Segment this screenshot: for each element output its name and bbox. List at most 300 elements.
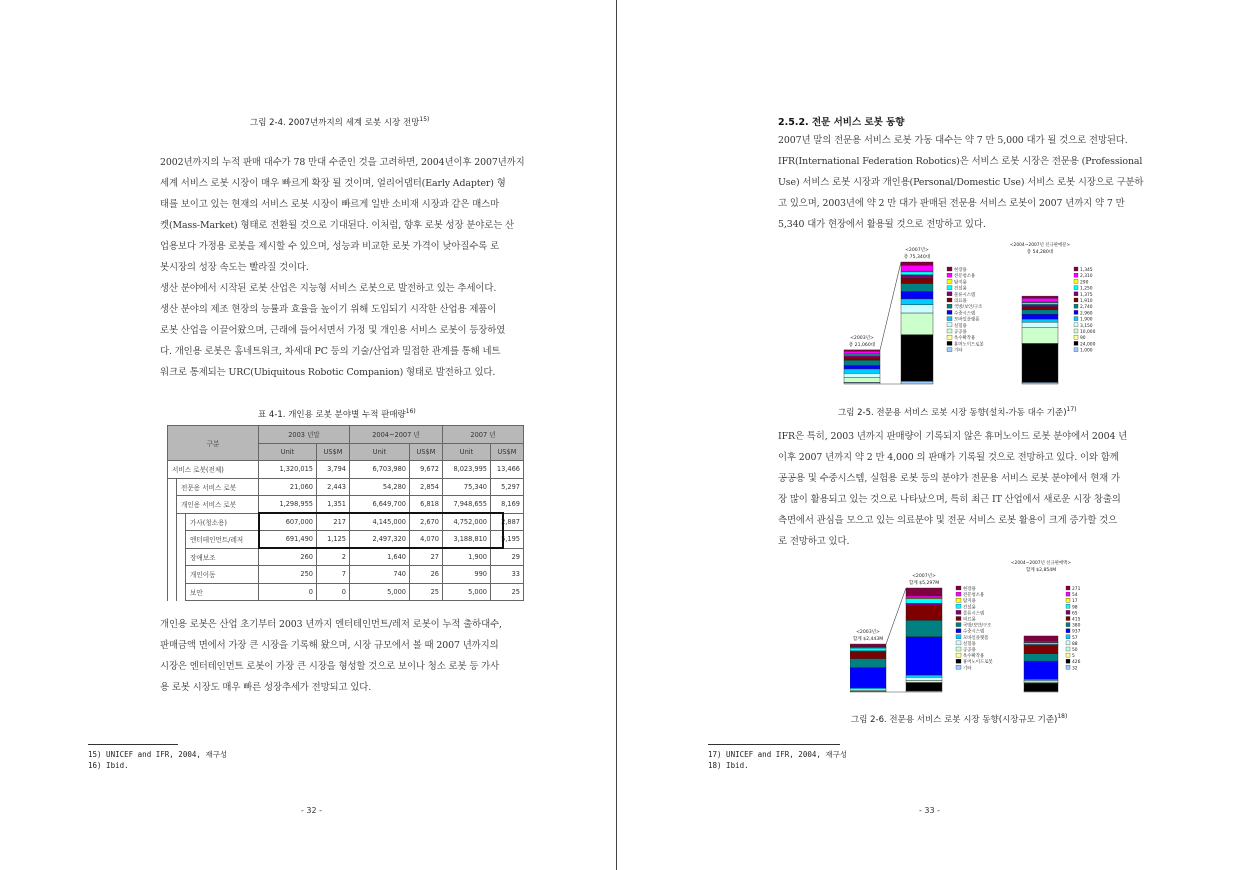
table-row (168, 548, 524, 566)
category-label: <2004~2007년 신규판매분> (1009, 243, 1071, 248)
bar-segment-2007 (906, 588, 942, 596)
body-paragraph-1 (160, 152, 525, 383)
bar-segment-2007 (901, 305, 933, 313)
bar-segment-2003 (844, 360, 880, 365)
legend-swatch (956, 604, 961, 608)
table-cell: 1,351 (317, 496, 350, 514)
legend-entry: 현장용 (963, 587, 976, 592)
total-label: 합계 $5,297M (908, 581, 940, 586)
table-cell: 4,752,000 (443, 513, 491, 531)
footnote-ref: 18) (1057, 713, 1068, 721)
table-cell: 33 (491, 566, 524, 584)
table-corner-header: 구분 (168, 426, 259, 461)
value-swatch (1066, 659, 1070, 663)
table-cell: 691,490 (259, 531, 317, 549)
row-label: 가사(청소용) (186, 513, 259, 531)
figure-caption-text: 그림 2-4. 2007년까지의 세계 로봇 시장 전망 (250, 118, 420, 128)
series-value-label: 57 (1072, 635, 1078, 641)
legend-entry: 건설용 (954, 286, 967, 292)
series-value-label: 32 (1072, 666, 1078, 672)
category-label: <2003년> (850, 335, 874, 341)
series-value-label: 290 (1080, 280, 1089, 286)
bar-segment-new (1022, 322, 1058, 327)
unit-header: Unit (259, 443, 317, 461)
text-line: 개인용 로봇은 산업 초기부터 2003 년까지 엔터테인먼트/레저 로봇이 누적 출하대수, (160, 619, 502, 630)
bar-segment-2007 (906, 599, 942, 604)
category-label: <2007년> (912, 574, 936, 579)
table-cell: 2,497,320 (350, 531, 410, 549)
legend-swatch (956, 641, 961, 645)
footnote: 16) Ibid. (88, 761, 129, 770)
body-paragraph-2 (778, 426, 1127, 552)
bar-segment-2003 (844, 369, 880, 373)
text-line: 판매금액 면에서 가장 큰 시장을 기록해 왔으며, 시장 규모에서 볼 때 2007 년까지의 (160, 640, 499, 651)
table-row (168, 566, 524, 584)
value-swatch (1074, 335, 1078, 339)
table-cell: 4,070 (410, 531, 443, 549)
text-line: 2007년 말의 전문용 서비스 로봇 가동 대수는 약 7 만 5,000 대가 될 것으로 전망된다. (778, 135, 1128, 146)
total-label: 총 21,060대 (848, 342, 876, 348)
bar-segment-2003 (844, 373, 880, 377)
series-value-label: 415 (1072, 617, 1081, 623)
legend-swatch (956, 629, 961, 633)
table-cell: 0 (317, 583, 350, 601)
legend-swatch (956, 598, 961, 602)
legend-swatch (947, 329, 952, 333)
series-value-label: 271 (1072, 587, 1081, 592)
text-line: 로봇 산업을 이끌어왔으며, 근래에 들어서면서 가정 및 개인용 서비스 로봇이 등장하였 (160, 325, 506, 336)
table-cell: 6,703,980 (350, 461, 410, 479)
bar-segment-new (1022, 310, 1058, 314)
page-number: - 33 - (919, 806, 941, 815)
footnote: 18) Ibid. (708, 761, 749, 770)
unit-header: US$M (491, 443, 524, 461)
bar-segment-2003 (850, 644, 886, 647)
legend-entry: 공공용 (963, 648, 976, 653)
legend-entry: 옥수확작용 (954, 336, 976, 342)
bar-segment-new (1022, 327, 1058, 343)
value-swatch (1066, 598, 1070, 602)
bar-segment-new (1024, 636, 1058, 641)
series-value-label: 1,345 (1080, 268, 1093, 273)
series-value-label: 1,250 (1080, 286, 1093, 292)
table-cell: 7 (317, 566, 350, 584)
section-heading: 2.5.2. 전문 서비스 로봇 동향 (778, 117, 905, 128)
legend-entry: 수중시스템 (954, 311, 976, 317)
legend-entry: 건설용 (963, 605, 976, 611)
legend-swatch (956, 659, 961, 663)
series-value-label: 1,910 (1080, 299, 1093, 304)
table-cell: 21,060 (259, 478, 317, 496)
year-header: 2007 년 (443, 426, 524, 444)
indent-gutter (177, 583, 186, 601)
bar-segment-new (1022, 382, 1058, 384)
text-line: IFR(International Federation Robotics)은 서비스 로봇 시장은 전문용 (Professional (778, 156, 1143, 167)
table-row (168, 478, 524, 496)
text-line: 업용보다 가정용 로봇을 제시할 수 있으며, 성능과 비교한 로봇 가격이 낮아질수록 로 (160, 241, 500, 252)
table-4-1-caption (258, 408, 416, 420)
legend-entry: 전문청소용 (954, 274, 976, 280)
table-cell: 0 (259, 583, 317, 601)
value-swatch (1074, 304, 1078, 308)
legend-swatch (956, 610, 961, 614)
legend-entry: 의료용 (954, 299, 967, 304)
bar-segment-new (1024, 661, 1058, 679)
figure-caption-text: 그림 2-5. 전문용 서비스 로봇 시장 동향(설치-가동 대수 기준) (838, 408, 1067, 418)
text-line: 태를 보이고 있는 현재의 서비스 로봇 시장이 빠르게 일반 소비재 시장과 같은 매스마 (160, 199, 500, 210)
page-33 (617, 0, 1234, 870)
year-header: 2003 년말 (259, 426, 350, 444)
legend-entry: 휴머노이드로봇 (963, 660, 993, 666)
bar-segment-2003 (844, 356, 880, 358)
table-cell: 4,145,000 (350, 513, 410, 531)
value-swatch (1066, 635, 1070, 639)
table-cell: 2,887 (491, 513, 524, 531)
value-swatch (1074, 273, 1078, 277)
value-swatch (1074, 286, 1078, 290)
series-value-label: 50 (1072, 648, 1078, 653)
series-value-label: 2,960 (1080, 311, 1093, 317)
indent-gutter (177, 513, 186, 531)
footnotes (708, 749, 847, 771)
table-row (168, 531, 524, 549)
table-cell: 990 (443, 566, 491, 584)
table-cell: 1,125 (317, 531, 350, 549)
indent-gutter (168, 496, 177, 514)
bar-segment-2003 (850, 648, 886, 651)
bar-segment-2003 (844, 378, 880, 383)
bar-segment-2007 (906, 683, 942, 691)
legend-swatch (947, 298, 952, 302)
bar-segment-2003 (844, 357, 880, 360)
bar-segment-2003 (844, 382, 880, 384)
value-swatch (1066, 647, 1070, 651)
indent-gutter (168, 583, 177, 601)
category-label: <2004~2007년 신규판매액> (1010, 561, 1072, 566)
value-swatch (1066, 617, 1070, 621)
total-label: 합계 $2,854M (1025, 568, 1057, 573)
table-cell: 2,670 (410, 513, 443, 531)
footnote-ref: 17) (1066, 406, 1077, 414)
text-line: 측면에서 관심을 모으고 있는 의료분야 및 전문 서비스 로봇 활용이 크게 증가할 것으 (778, 515, 1118, 526)
text-line: 켓(Mass-Market) 형태로 전환될 것으로 기대된다. 이처럼, 향후 로봇 성장 분야로는 산 (160, 220, 514, 231)
row-label: 개인이동 (186, 566, 259, 584)
body-paragraph-1 (778, 130, 1143, 235)
legend-entry: 전문청소용 (963, 593, 985, 599)
bar-segment-new (1022, 296, 1058, 298)
bar-segment-2007 (901, 291, 933, 298)
bar-segment-2007 (901, 275, 933, 278)
indent-gutter (168, 531, 177, 549)
bar-segment-2003 (844, 351, 880, 354)
table-cell: 2,854 (410, 478, 443, 496)
bar-segment-2007 (906, 603, 942, 605)
table-row (168, 583, 524, 601)
text-line: 생산 분야의 제조 현장의 능률과 효율을 높이기 위해 도입되기 시작한 산업용 제품이 (160, 304, 497, 315)
legend-entry: 탐지용 (963, 599, 976, 605)
footnote: 17) UNICEF and IFR, 2004, 재구성 (708, 750, 848, 759)
value-swatch (1066, 604, 1070, 608)
page-32 (0, 0, 616, 870)
bar-segment-2003 (850, 659, 886, 668)
legend-entry: 의료용 (963, 617, 976, 623)
table-cell: 8,169 (491, 496, 524, 514)
figure-2-6-chart (850, 559, 1140, 697)
table-cell: 27 (410, 548, 443, 566)
text-line: 시장은 엔터테인먼트 로봇이 가장 큰 시장을 형성할 것으로 보이나 청소 로봇 등 가사 (160, 661, 500, 672)
connector-line (880, 262, 901, 350)
series-value-label: 426 (1072, 660, 1081, 666)
page-number: - 32 - (301, 806, 323, 815)
unit-header: US$M (317, 443, 350, 461)
table-cell: 2,443 (317, 478, 350, 496)
sales-table (167, 425, 524, 601)
bar-segment-2007 (906, 596, 942, 598)
value-swatch (1066, 592, 1070, 596)
value-swatch (1074, 317, 1078, 321)
table-cell: 250 (259, 566, 317, 584)
series-value-label: 5 (1072, 654, 1075, 660)
table-cell: 2 (317, 548, 350, 566)
bar-segment-new (1022, 344, 1058, 383)
series-value-label: 98 (1072, 605, 1078, 611)
series-value-label: 937 (1072, 629, 1081, 635)
legend-entry: 휴머노이드로봇 (954, 342, 984, 348)
row-label: 개인용 서비스 로봇 (177, 496, 259, 514)
bar-segment-2007 (901, 278, 933, 283)
legend-entry: 모바일플랫폼 (954, 317, 980, 323)
indent-gutter (168, 548, 177, 566)
footnote-rule (708, 744, 840, 745)
indent-gutter (168, 478, 177, 496)
legend-swatch (956, 647, 961, 651)
value-swatch (1074, 329, 1078, 333)
value-swatch (1074, 279, 1078, 283)
bar-segment-new (1024, 646, 1058, 654)
text-line: 고 있으며, 2003년에 약 2 만 대가 판매된 전문용 서비스 로봇이 2007 년까지 약 7 만 (778, 198, 1125, 209)
legend-swatch (947, 304, 952, 308)
footnotes (88, 749, 227, 771)
legend-swatch (947, 273, 952, 277)
table-cell: 6,649,700 (350, 496, 410, 514)
row-label: 장애보조 (186, 548, 259, 566)
indent-gutter (177, 531, 186, 549)
indent-gutter (177, 548, 186, 566)
series-value-label: 1,900 (1080, 317, 1093, 323)
text-line: 워크로 통제되는 URC(Ubiquitous Robotic Companion) 형태로 발전하고 있다. (160, 367, 496, 378)
table-cell: 1,900 (443, 548, 491, 566)
value-swatch (1066, 610, 1070, 614)
table-cell: 13,466 (491, 461, 524, 479)
series-value-label: 2,740 (1080, 305, 1093, 311)
bar-segment-2007 (901, 313, 933, 335)
text-line: 용 로봇 시장도 매우 빠른 성장추세가 전망되고 있다. (160, 682, 372, 693)
legend-entry: 물류시스템 (954, 292, 976, 298)
legend-entry: 현장용 (954, 268, 967, 273)
table-row (168, 496, 524, 514)
series-value-label: 54 (1072, 593, 1078, 599)
table-cell: 6,818 (410, 496, 443, 514)
bar-segment-2003 (844, 350, 880, 351)
legend-swatch (947, 323, 952, 327)
table-cell: 25 (491, 583, 524, 601)
legend-entry: 물류시스템 (963, 611, 985, 617)
bar-segment-2007 (906, 606, 942, 621)
series-value-label: 1,000 (1080, 348, 1093, 354)
legend-entry: 기타 (954, 348, 963, 354)
figure-2-4-caption (250, 116, 429, 128)
legend-entry: 기타 (963, 666, 972, 672)
text-line: 생산 분야에서 시작된 로봇 산업은 지능형 서비스 로봇으로 발전하고 있는 추세이다. (160, 283, 497, 294)
bar-segment-2003 (850, 652, 886, 659)
table-cell: 75,340 (443, 478, 491, 496)
table-cell: 607,000 (259, 513, 317, 531)
bar-segment-new (1022, 307, 1058, 310)
footnote-ref: 16) (405, 408, 416, 416)
legend-swatch (956, 635, 961, 639)
bar-segment-2007 (901, 265, 933, 271)
text-line: 이후 2007 년까지 약 2 만 4,000 의 판매가 기록될 것으로 전망하고 있다. 이와 함께 (778, 452, 1119, 463)
bar-segment-2003 (850, 668, 886, 688)
text-line: 2002년까지의 누적 판매 대수가 78 만대 수준인 것을 고려하면, 2004년이후 2007년까지 (160, 157, 525, 168)
table-cell: 740 (350, 566, 410, 584)
bar-segment-new (1022, 314, 1058, 319)
bar-segment-2007 (901, 381, 933, 384)
connector-line (886, 588, 906, 644)
row-label: 엔터테인먼트/레저 (186, 531, 259, 549)
figure-2-5-caption (838, 406, 1077, 418)
table-caption-text: 표 4-1. 개인용 로봇 분야별 누적 판매량 (258, 410, 406, 420)
text-line: 로 전망하고 있다. (778, 536, 850, 547)
bar-segment-new (1024, 680, 1058, 682)
value-swatch (1066, 623, 1070, 627)
table-cell: 3,188,810 (443, 531, 491, 549)
footnote: 15) UNICEF and IFR, 2004, 재구성 (88, 750, 228, 759)
series-value-label: 3,150 (1080, 323, 1093, 329)
table-cell: 5,297 (491, 478, 524, 496)
table-cell: 54,280 (350, 478, 410, 496)
category-label: <2007년> (905, 248, 929, 253)
text-line: 공공용 및 수중시스템, 실험용 로봇 등의 분야가 전문용 서비스 로봇 분야에서 현재 가 (778, 473, 1120, 484)
text-line: 세계 서비스 로봇 시장이 매우 빠르게 확장 될 것이며, 얼리어댑터(Early Adapter) 형 (160, 178, 506, 189)
legend-swatch (947, 317, 952, 321)
row-label: 서비스 로봇(전체) (168, 461, 259, 479)
body-paragraph-2 (160, 614, 502, 698)
legend-swatch (947, 341, 952, 345)
series-value-label: 1,375 (1080, 292, 1093, 298)
value-swatch (1066, 641, 1070, 645)
category-label: <2003년> (856, 630, 880, 636)
legend-swatch (947, 286, 952, 290)
text-line: 봇시장의 성장 속도는 빨라질 것이다. (160, 262, 309, 273)
bar-segment-2007 (901, 283, 933, 291)
value-swatch (1074, 323, 1078, 327)
row-label: 전문용 서비스 로봇 (177, 478, 259, 496)
value-swatch (1074, 292, 1078, 296)
table-cell: 9,672 (410, 461, 443, 479)
series-value-label: 2,310 (1080, 274, 1093, 280)
table-cell: 5,000 (443, 583, 491, 601)
text-line: 장 많이 활용되고 있는 것으로 나타났으며, 특히 최근 IT 산업에서 새로운 시장 창출의 (778, 494, 1121, 505)
legend-swatch (947, 310, 952, 314)
unit-header: US$M (410, 443, 443, 461)
text-line: 5,340 대가 현장에서 활용될 것으로 전망하고 있다. (778, 219, 986, 230)
total-label: 총 75,340대 (903, 255, 931, 260)
sales-table-wrap (167, 425, 524, 601)
bar-segment-2003 (850, 689, 886, 691)
table-cell: 260 (259, 548, 317, 566)
legend-swatch (956, 665, 961, 669)
unit-header: Unit (350, 443, 410, 461)
value-swatch (1066, 586, 1070, 590)
text-line: Use) 서비스 로봇 시장과 개인용(Personal/Domestic Use) 서비스 로봇 시장으로 구분하 (778, 177, 1144, 188)
bar-segment-2003 (844, 365, 880, 368)
legend-entry: 탐지용 (954, 280, 967, 286)
table-cell: 5,000 (350, 583, 410, 601)
legend-entry: 실험용 (963, 641, 976, 647)
value-swatch (1066, 665, 1070, 669)
value-swatch (1074, 310, 1078, 314)
series-value-label: 10,000 (1080, 330, 1096, 335)
table-cell: 25 (410, 583, 443, 601)
total-label: 총 54,280대 (1026, 250, 1054, 255)
legend-entry: 옥수확작용 (963, 654, 985, 660)
table-cell: 1,320,015 (259, 461, 317, 479)
legend-swatch (947, 279, 952, 283)
bar-segment-new (1022, 302, 1058, 304)
value-swatch (1074, 267, 1078, 271)
legend-entry: 수중시스템 (963, 629, 985, 635)
bar-segment-2007 (901, 272, 933, 275)
legend-swatch (947, 292, 952, 296)
legend-swatch (947, 348, 952, 352)
bar-segment-2007 (906, 675, 942, 677)
unit-header: Unit (443, 443, 491, 461)
value-swatch (1066, 629, 1070, 633)
bar-segment-2007 (901, 299, 933, 305)
value-swatch (1074, 298, 1078, 302)
bar-segment-new (1024, 643, 1058, 645)
row-label: 보안 (186, 583, 259, 601)
total-label: 합계 $2,443M (852, 637, 884, 643)
bar-segment-2007 (906, 680, 942, 682)
legend-entry: 공공용 (954, 330, 967, 335)
series-value-label: 88 (1072, 641, 1078, 647)
legend-entry: 국방/보안/구조 (963, 623, 992, 629)
text-line: 다. 개인용 로봇은 홈네트워크, 차세대 PC 등의 기술/산업과 밀접한 관계를 통해 네트 (160, 346, 501, 357)
table-cell: 7,948,655 (443, 496, 491, 514)
table-row (168, 513, 524, 531)
bar-segment-new (1024, 683, 1058, 691)
text-line: IFR은 특히, 2003 년까지 판매량이 기록되지 않은 휴머노이드 로봇 분야에서 2004 년 (778, 431, 1128, 442)
bar-segment-new (1022, 298, 1058, 302)
bar-segment-2007 (906, 677, 942, 680)
series-value-label: 380 (1072, 623, 1081, 629)
figure-2-5-chart (842, 240, 1172, 392)
series-value-label: 90 (1080, 336, 1086, 342)
footnote-ref: 15) (419, 116, 430, 124)
year-header: 2004~2007 년 (350, 426, 443, 444)
figure-2-6-caption (851, 713, 1067, 725)
table-cell: 217 (317, 513, 350, 531)
table-cell: 1,640 (350, 548, 410, 566)
series-value-label: 17 (1072, 599, 1078, 605)
footnote-rule (88, 744, 178, 745)
table-cell: 26 (410, 566, 443, 584)
legend-swatch (956, 623, 961, 627)
legend-entry: 모바일플랫폼 (963, 635, 989, 641)
table-row (168, 461, 524, 479)
